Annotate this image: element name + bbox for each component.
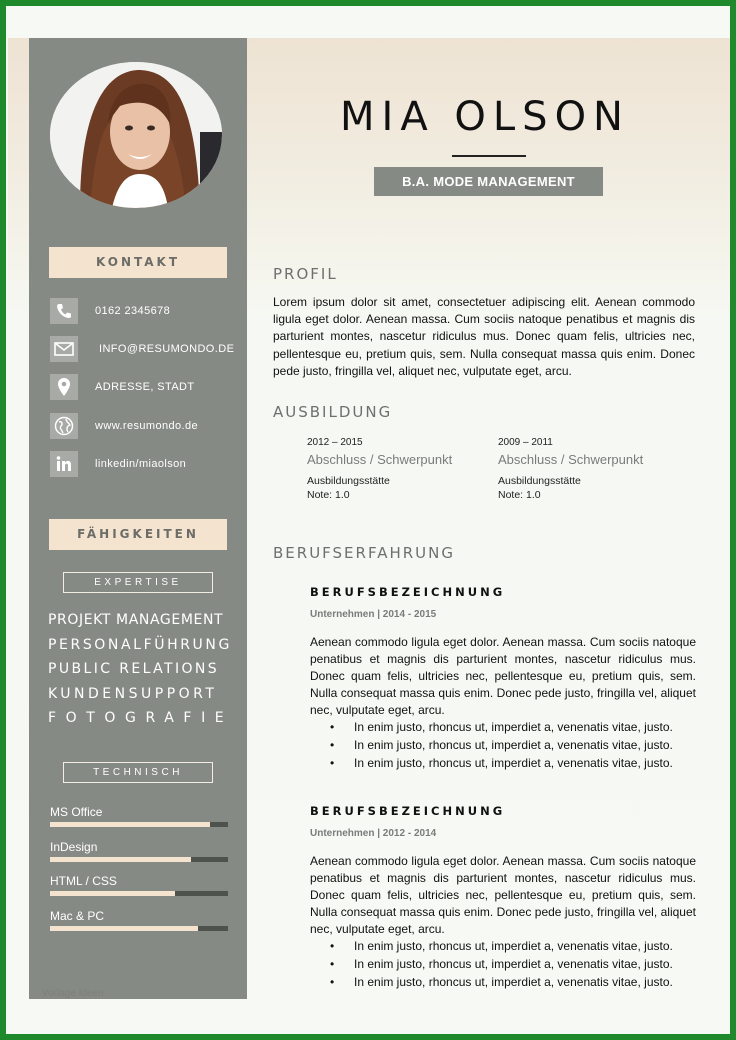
expertise-item: PROJEKT MANAGEMENT (48, 612, 224, 628)
education-grade: Note: 1.0 (498, 489, 541, 501)
skill-mac-pc (50, 909, 228, 931)
contact-address-text: ADRESSE, STADT (95, 381, 195, 393)
expertise-label: EXPERTISE (63, 572, 213, 593)
profile-heading: PROFIL (273, 265, 338, 283)
expertise-item: PUBLIC RELATIONS (48, 661, 220, 677)
job-bullet: • In enim justo, rhoncus ut, imperdiet a, venenatis vitae, justo. (310, 737, 696, 755)
expertise-item: PERSONALFÜHRUNG (48, 636, 232, 653)
contact-linkedin-text[interactable]: linkedin/miaolson (95, 458, 187, 470)
job-bullet: • In enim justo, rhoncus ut, imperdiet a, venenatis vitae, justo. (310, 755, 696, 773)
contact-address (50, 374, 240, 401)
skill-bar-fill (50, 822, 210, 827)
expertise-item: KUNDENSUPPORT (48, 685, 218, 702)
experience-heading: BERUFSERFAHRUNG (273, 544, 455, 562)
education-grade: Note: 1.0 (307, 489, 350, 501)
location-pin-icon (50, 374, 78, 400)
job-bullets (310, 719, 696, 772)
skill-bar (50, 822, 228, 827)
skill-bar-fill (50, 857, 191, 862)
skill-html-css (50, 874, 228, 896)
job-bullet: • In enim justo, rhoncus ut, imperdiet a, venenatis vitae, justo. (310, 719, 696, 737)
phone-icon (50, 298, 78, 324)
job-title: BERUFSBEZEICHNUNG (310, 804, 506, 818)
education-heading: AUSBILDUNG (273, 403, 393, 421)
education-degree: Abschluss / Schwerpunkt (498, 452, 644, 467)
person-name: MIA OLSON (340, 94, 630, 140)
contact-linkedin[interactable] (50, 451, 240, 478)
expertise-list (48, 611, 234, 734)
globe-icon (50, 413, 78, 439)
education-school: Ausbildungsstätte (307, 475, 390, 487)
name-divider (452, 155, 526, 157)
contact-phone (50, 298, 240, 325)
education-entry (307, 437, 497, 501)
skill-bar (50, 891, 228, 896)
skill-indesign (50, 840, 228, 862)
skill-bar (50, 857, 228, 862)
job-bullet: • In enim justo, rhoncus ut, imperdiet a, venenatis vitae, justo. (310, 938, 696, 956)
linkedin-icon (50, 451, 78, 477)
skill-name: HTML / CSS (50, 874, 117, 888)
skill-bar (50, 926, 228, 931)
skill-name: Mac & PC (50, 909, 105, 923)
job-company: Unternehmen | 2012 - 2014 (310, 828, 437, 839)
job-entry (310, 585, 696, 772)
contact-website-text[interactable]: www.resumondo.de (95, 420, 199, 432)
contact-heading: KONTAKT (49, 247, 227, 278)
profile-text: Lorem ipsum dolor sit amet, consectetuer adipiscing elit. Aenean commodo ligula eget dolor. Aenean massa. Cum sociis natoque penatibus et magnis dis parturient montes, nascetur ridiculus mus. Donec quam felis, ultricies nec, pellentesque eu, pretium quis, sem. Nulla consequat massa quis enim. Donec pede justo, fringilla vel, aliquet nec, vulputate eget, arcu. (273, 295, 695, 378)
education-years: 2012 – 2015 (307, 437, 363, 448)
skill-name: InDesign (50, 840, 98, 854)
job-company: Unternehmen | 2014 - 2015 (310, 609, 437, 620)
contact-email-text[interactable]: INFO@RESUMONDO.DE (99, 343, 235, 355)
job-bullets (310, 938, 696, 991)
profile-photo (50, 62, 222, 208)
template-credit: Vorlage Ideen (42, 988, 104, 999)
job-description: Aenean commodo ligula eget dolor. Aenean massa. Cum sociis natoque penatibus et magnis dis parturient montes, nascetur ridiculus mus. Donec quam felis, ultricies nec, pellentesque eu, pretium quis, sem. Nulla consequat massa quis enim. Donec pede justo, fringilla vel, aliquet nec, vulputate eget, arcu. (310, 635, 696, 717)
job-description: Aenean commodo ligula eget dolor. Aenean massa. Cum sociis natoque penatibus et magnis dis parturient montes, nascetur ridiculus mus. Donec quam felis, ultricies nec, pellentesque eu, pretium quis, sem. Nulla consequat massa quis enim. Donec pede justo, fringilla vel, aliquet nec, vulputate eget, arcu. (310, 854, 696, 936)
skill-ms-office (50, 805, 228, 827)
education-degree: Abschluss / Schwerpunkt (307, 452, 453, 467)
education-entry (498, 437, 688, 501)
education-school: Ausbildungsstätte (498, 475, 581, 487)
contact-email[interactable] (50, 336, 240, 363)
skill-bar-fill (50, 926, 198, 931)
skills-heading: FÄHIGKEITEN (49, 519, 227, 550)
expertise-item: FOTOGRAFIE (48, 710, 234, 726)
contact-phone-text: 0162 2345678 (95, 305, 171, 317)
degree-banner: B.A. MODE MANAGEMENT (374, 167, 603, 196)
job-title: BERUFSBEZEICHNUNG (310, 585, 506, 599)
contact-website[interactable] (50, 413, 240, 440)
education-years: 2009 – 2011 (498, 437, 553, 448)
skill-bar-fill (50, 891, 175, 896)
job-entry (310, 804, 696, 991)
mail-icon (50, 336, 78, 362)
job-bullet: • In enim justo, rhoncus ut, imperdiet a, venenatis vitae, justo. (310, 974, 696, 992)
technical-label: TECHNISCH (63, 762, 213, 783)
skill-name: MS Office (50, 805, 103, 819)
job-bullet: • In enim justo, rhoncus ut, imperdiet a, venenatis vitae, justo. (310, 956, 696, 974)
